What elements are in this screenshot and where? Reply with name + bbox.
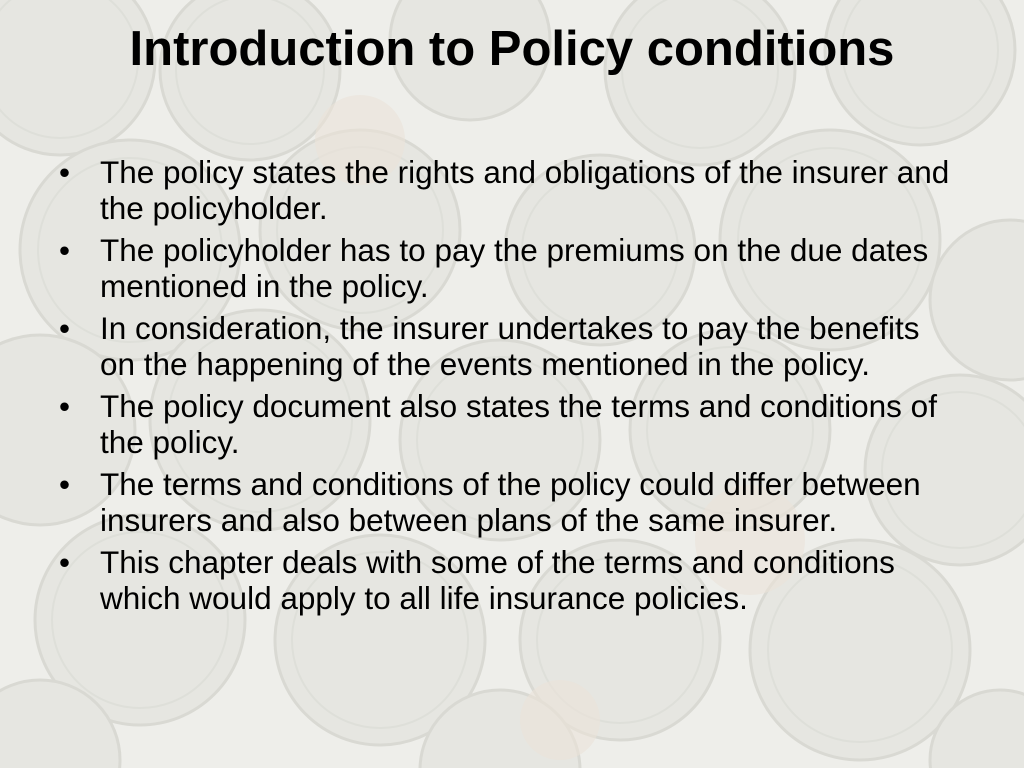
bullet-item	[55, 232, 955, 304]
bullet-dot-icon: •	[59, 310, 71, 346]
bullet-dot-icon: •	[59, 388, 71, 424]
bullet-dot-icon: •	[59, 232, 71, 268]
bullet-dot-icon: •	[59, 154, 71, 190]
bullet-text: The policyholder has to pay the premiums on the due dates mentioned in the policy.	[100, 232, 929, 304]
bullet-dot-icon: •	[59, 544, 71, 580]
bullet-item	[55, 466, 955, 538]
bullet-text: The terms and conditions of the policy could differ between insurers and also between plans of the same insurer.	[100, 466, 921, 538]
bullet-item	[55, 544, 955, 616]
bullet-item	[55, 388, 955, 460]
bullet-text: In consideration, the insurer undertakes to pay the benefits on the happening of the events mentioned in the policy.	[100, 310, 920, 382]
bullet-dot-icon: •	[59, 466, 71, 502]
bullet-text: The policy document also states the terms and conditions of the policy.	[100, 388, 937, 460]
bullet-item	[55, 154, 955, 226]
bullet-text: The policy states the rights and obligations of the insurer and the policyholder.	[100, 154, 950, 226]
bullet-item	[55, 310, 955, 382]
bullet-text: This chapter deals with some of the terms and conditions which would apply to all life insurance policies.	[100, 544, 895, 616]
bullet-list	[55, 154, 955, 622]
slide-title: Introduction to Policy conditions	[129, 22, 895, 76]
